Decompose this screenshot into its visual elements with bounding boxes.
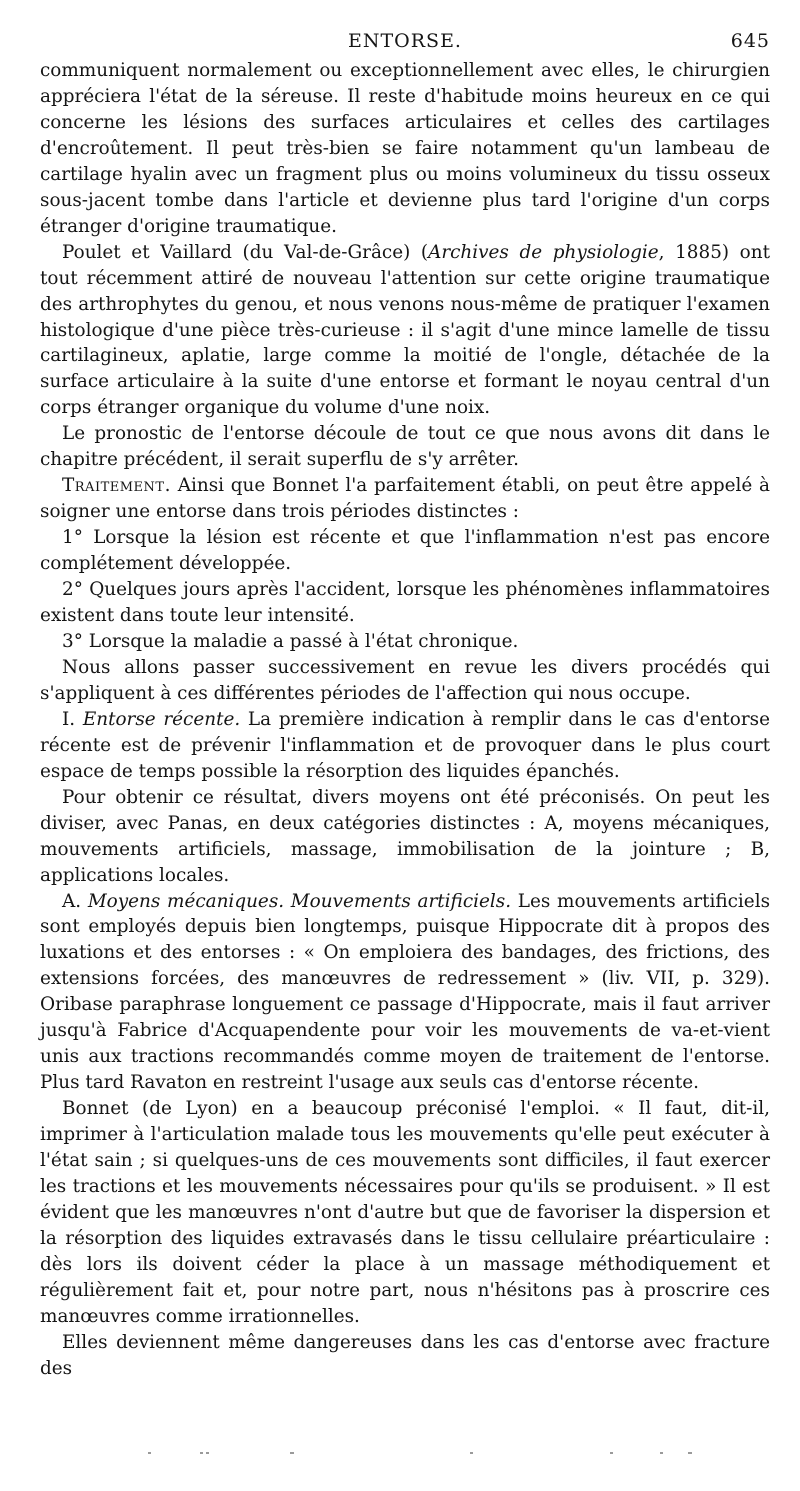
text-run: Le pronostic de l'entorse découle de tout ce que nous avons dit dans le chapitre précédent, il serait superflu de s'y arrêter. xyxy=(40,423,770,471)
small-caps-run: Traitement. xyxy=(62,475,171,497)
text-run: 3° Lorsque la maladie a passé à l'état chronique. xyxy=(62,630,519,652)
paragraph xyxy=(40,525,770,577)
text-run: Bonnet (de Lyon) en a beaucoup préconisé l'emploi. « Il faut, dit-il, imprimer à l'articulation malade tous les mouvements qu'elle peut exécuter à l'état sain ; si quelques-uns de ces mouvements sont difficiles, il faut exercer les tractions et les mouvements nécessaires pour qu'ils se produisent. » Il est évident que les manœuvres n'ont d'autre but que de favoriser la dispersion et la résorption des liquides extravasés dans le tissu cellulaire préarticulaire : dès lors ils doivent céder la place à un massage méthodiquement et régulièrement fait et, pour notre part, nous n'hésitons pas à proscrire ces manœuvres comme irrationnelles. xyxy=(40,1098,770,1327)
text-run: , 1885) ont tout récemment attiré de nouveau l'attention sur cette origine traumatique des arthrophytes du genou, et nous venons nous-même de pratiquer l'examen histologique d'une pièce très-curieuse : il s'agit d'une mince lamelle de tissu cartilagineux, aplatie, large comme la moitié de l'ongle, détachée de la surface articulaire à la suite d'une entorse et formant le noyau central d'un corps étranger organique du volume d'une noix. xyxy=(40,241,770,419)
text-run: 2° Quelques jours après l'accident, lorsque les phénomènes inflammatoires existent dans toute leur intensité. xyxy=(40,579,770,627)
body-text xyxy=(40,58,770,1382)
paragraph xyxy=(40,1096,770,1330)
italic-run: Moyens mécaniques. Mouvements artificiels. xyxy=(87,890,512,912)
scan-noise-marks xyxy=(140,1452,700,1462)
text-run: A. xyxy=(62,890,88,912)
paragraph xyxy=(40,240,770,422)
page-number: 645 xyxy=(730,30,770,52)
paragraph xyxy=(40,577,770,629)
text-run: Ainsi que Bonnet l'a parfaitement établi, on peut être appelé à soigner une entorse dans trois périodes distinctes : xyxy=(40,475,770,523)
paragraph xyxy=(40,655,770,707)
running-head xyxy=(40,30,770,56)
text-run: Elles deviennent même dangereuses dans les cas d'entorse avec fracture des xyxy=(40,1331,770,1379)
paragraph xyxy=(40,707,770,785)
paragraph xyxy=(40,785,770,889)
text-run: 1° Lorsque la lésion est récente et que l'inflammation n'est pas encore complétement développée. xyxy=(40,527,770,575)
text-run: Poulet et Vaillard (du Val-de-Grâce) ( xyxy=(62,241,429,263)
text-run: I. xyxy=(62,708,83,730)
text-run: Les mouvements artificiels sont employés depuis bien longtemps, puisque Hippocrate dit à propos des luxations et des entorses : « On emploiera des bandages, des frictions, des extensions forcées, des manœuvres de redressement » (liv. VII, p. 329). Oribase paraphrase longuement ce passage d'Hippocrate, mais il faut arriver jusqu'à Fabrice d'Acquapendente pour voir les mouvements de va-et-vient unis aux tractions recommandés comme moyen de traitement de l'entorse. Plus tard Ravaton en restreint l'usage aux seuls cas d'entorse récente. xyxy=(40,890,771,1094)
paragraph xyxy=(40,58,770,240)
running-head-title: ENTORSE. xyxy=(348,30,462,52)
paragraph xyxy=(40,889,770,1097)
paragraph xyxy=(40,629,770,655)
italic-run: Entorse récente. xyxy=(82,708,241,730)
text-run: Nous allons passer successivement en revue les divers procédés qui s'appliquent à ces différentes périodes de l'affection qui nous occupe. xyxy=(40,656,770,704)
italic-run: Archives de physiologie xyxy=(428,241,659,263)
paragraph xyxy=(40,473,770,525)
text-run: La première indication à remplir dans le cas d'entorse récente est de prévenir l'inflammation et de provoquer dans le plus court espace de temps possible la résorption des liquides épanchés. xyxy=(40,708,770,782)
text-run: Pour obtenir ce résultat, divers moyens ont été préconisés. On peut les diviser, avec Panas, en deux catégories distinctes : A, moyens mécaniques, mouvements artificiels, massage, immobilisation de la jointure ; B, applications locales. xyxy=(40,786,770,886)
paragraph xyxy=(40,1330,770,1382)
text-run: communiquent normalement ou exceptionnellement avec elles, le chirurgien appréciera l'état de la séreuse. Il reste d'habitude moins heureux en ce qui concerne les lésions des surfaces articulaires et celles des cartilages d'encroûtement. Il peut très-bien se faire notamment qu'un lambeau de cartilage hyalin avec un fragment plus ou moins volumineux du tissu osseux sous-jacent tombe dans l'article et devienne plus tard l'origine d'un corps étranger d'origine traumatique. xyxy=(40,60,770,237)
paragraph xyxy=(40,421,770,473)
